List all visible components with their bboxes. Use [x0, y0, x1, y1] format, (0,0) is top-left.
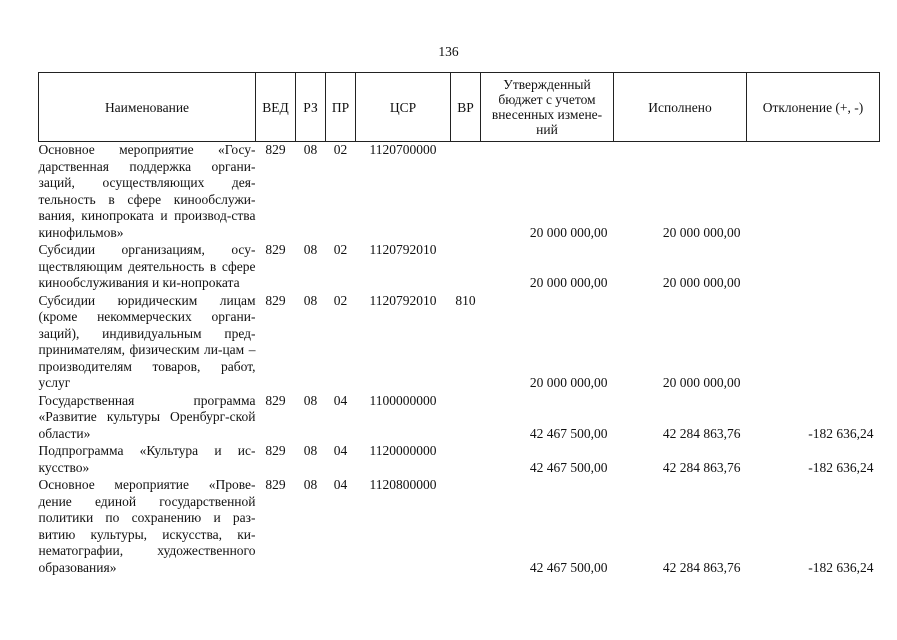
header-name: Наименование: [39, 73, 256, 142]
header-ved: ВЕД: [256, 73, 296, 142]
row-approved: 20 000 000,00: [529, 224, 608, 240]
row-name: Государственная программа «Развитие культуры Оренбург-ской области»: [38, 392, 256, 441]
header-deviation: Отклонение (+, -): [747, 73, 880, 142]
row-executed: 42 284 863,76: [662, 459, 741, 475]
row-deviation: [747, 142, 880, 243]
row-pr: 04: [333, 477, 348, 492]
row-executed: 20 000 000,00: [662, 224, 741, 240]
row-pr: 04: [333, 392, 348, 408]
row-ved: 829: [265, 242, 286, 257]
row-deviation: -182 636,24: [808, 459, 874, 475]
row-name: Субсидии организациям, осу-ществляющим деятельность в сфере кинообслуживания и ки-нопроката: [38, 242, 256, 290]
row-name: Основное мероприятие «Прове-дение единой государственной политики по сохранению и раз-витию культуры, искусства, ки-нематографии, художественного образования»: [38, 477, 256, 575]
row-executed: 42 284 863,76: [662, 425, 741, 441]
row-vr: [451, 242, 481, 293]
row-pr: 02: [333, 242, 348, 257]
table-row: [39, 293, 880, 393]
row-vr: [451, 142, 481, 243]
row-approved: 20 000 000,00: [529, 275, 608, 290]
row-csr: 1120792010: [369, 292, 437, 308]
row-approved: 20 000 000,00: [529, 375, 608, 390]
row-ved: 829: [265, 477, 286, 492]
row-rz: 08: [303, 392, 318, 408]
header-vr: ВР: [451, 73, 481, 142]
row-csr: 1100000000: [369, 392, 437, 408]
row-rz: 08: [303, 242, 318, 257]
header-pr: ПР: [326, 73, 356, 142]
table-header: [39, 73, 880, 142]
row-csr: 1120700000: [369, 142, 437, 157]
page-number: 136: [438, 44, 459, 59]
table-row: [39, 242, 880, 293]
row-vr: [451, 393, 481, 444]
row-ved: 829: [265, 142, 286, 157]
table-row: [39, 477, 880, 577]
row-name: Подпрограмма «Культура и ис-кусство»: [38, 443, 256, 475]
row-rz: 08: [303, 292, 318, 308]
row-executed: 20 000 000,00: [662, 375, 741, 390]
table-row: [39, 443, 880, 477]
row-vr: 810: [455, 292, 476, 308]
row-ved: 829: [265, 443, 286, 458]
row-pr: 04: [333, 443, 348, 458]
row-approved: 42 467 500,00: [529, 425, 608, 441]
table-row: [39, 393, 880, 444]
row-pr: 02: [333, 292, 348, 308]
row-ved: 829: [265, 292, 286, 308]
row-vr: [451, 477, 481, 577]
row-vr: [451, 443, 481, 477]
row-csr: 1120000000: [369, 443, 437, 458]
row-ved: 829: [265, 392, 286, 408]
row-deviation: -182 636,24: [808, 425, 874, 441]
budget-table: [38, 72, 880, 577]
row-rz: 08: [303, 142, 318, 157]
row-deviation: [747, 293, 880, 393]
row-csr: 1120792010: [369, 242, 437, 257]
row-rz: 08: [303, 443, 318, 458]
header-rz: РЗ: [296, 73, 326, 142]
row-approved: 42 467 500,00: [529, 559, 608, 575]
row-approved: 42 467 500,00: [529, 459, 608, 475]
header-executed: Исполнено: [614, 73, 747, 142]
row-csr: 1120800000: [369, 477, 437, 492]
row-deviation: [747, 242, 880, 293]
row-pr: 02: [333, 142, 348, 157]
row-rz: 08: [303, 477, 318, 492]
table-row: [39, 142, 880, 243]
row-executed: 20 000 000,00: [662, 275, 741, 290]
row-name: Основное мероприятие «Госу-дарственная поддержка органи-заций, осуществляющих дея-тельность в сфере кинообслужи-вания, кинопроката и производ-ства кинофильмов»: [38, 142, 256, 240]
header-approved: Утвержденный бюджет с учетом внесенных измене-ний: [481, 73, 614, 142]
table-body: [39, 142, 880, 578]
row-name: Субсидии юридическим лицам (кроме некоммерческих органи-заций), индивидуальным пред-принимателям, физическим ли-цам – производителям товаров, работ, услуг: [38, 292, 256, 390]
header-csr: ЦСР: [356, 73, 451, 142]
row-executed: 42 284 863,76: [662, 559, 741, 575]
row-deviation: -182 636,24: [808, 559, 874, 575]
